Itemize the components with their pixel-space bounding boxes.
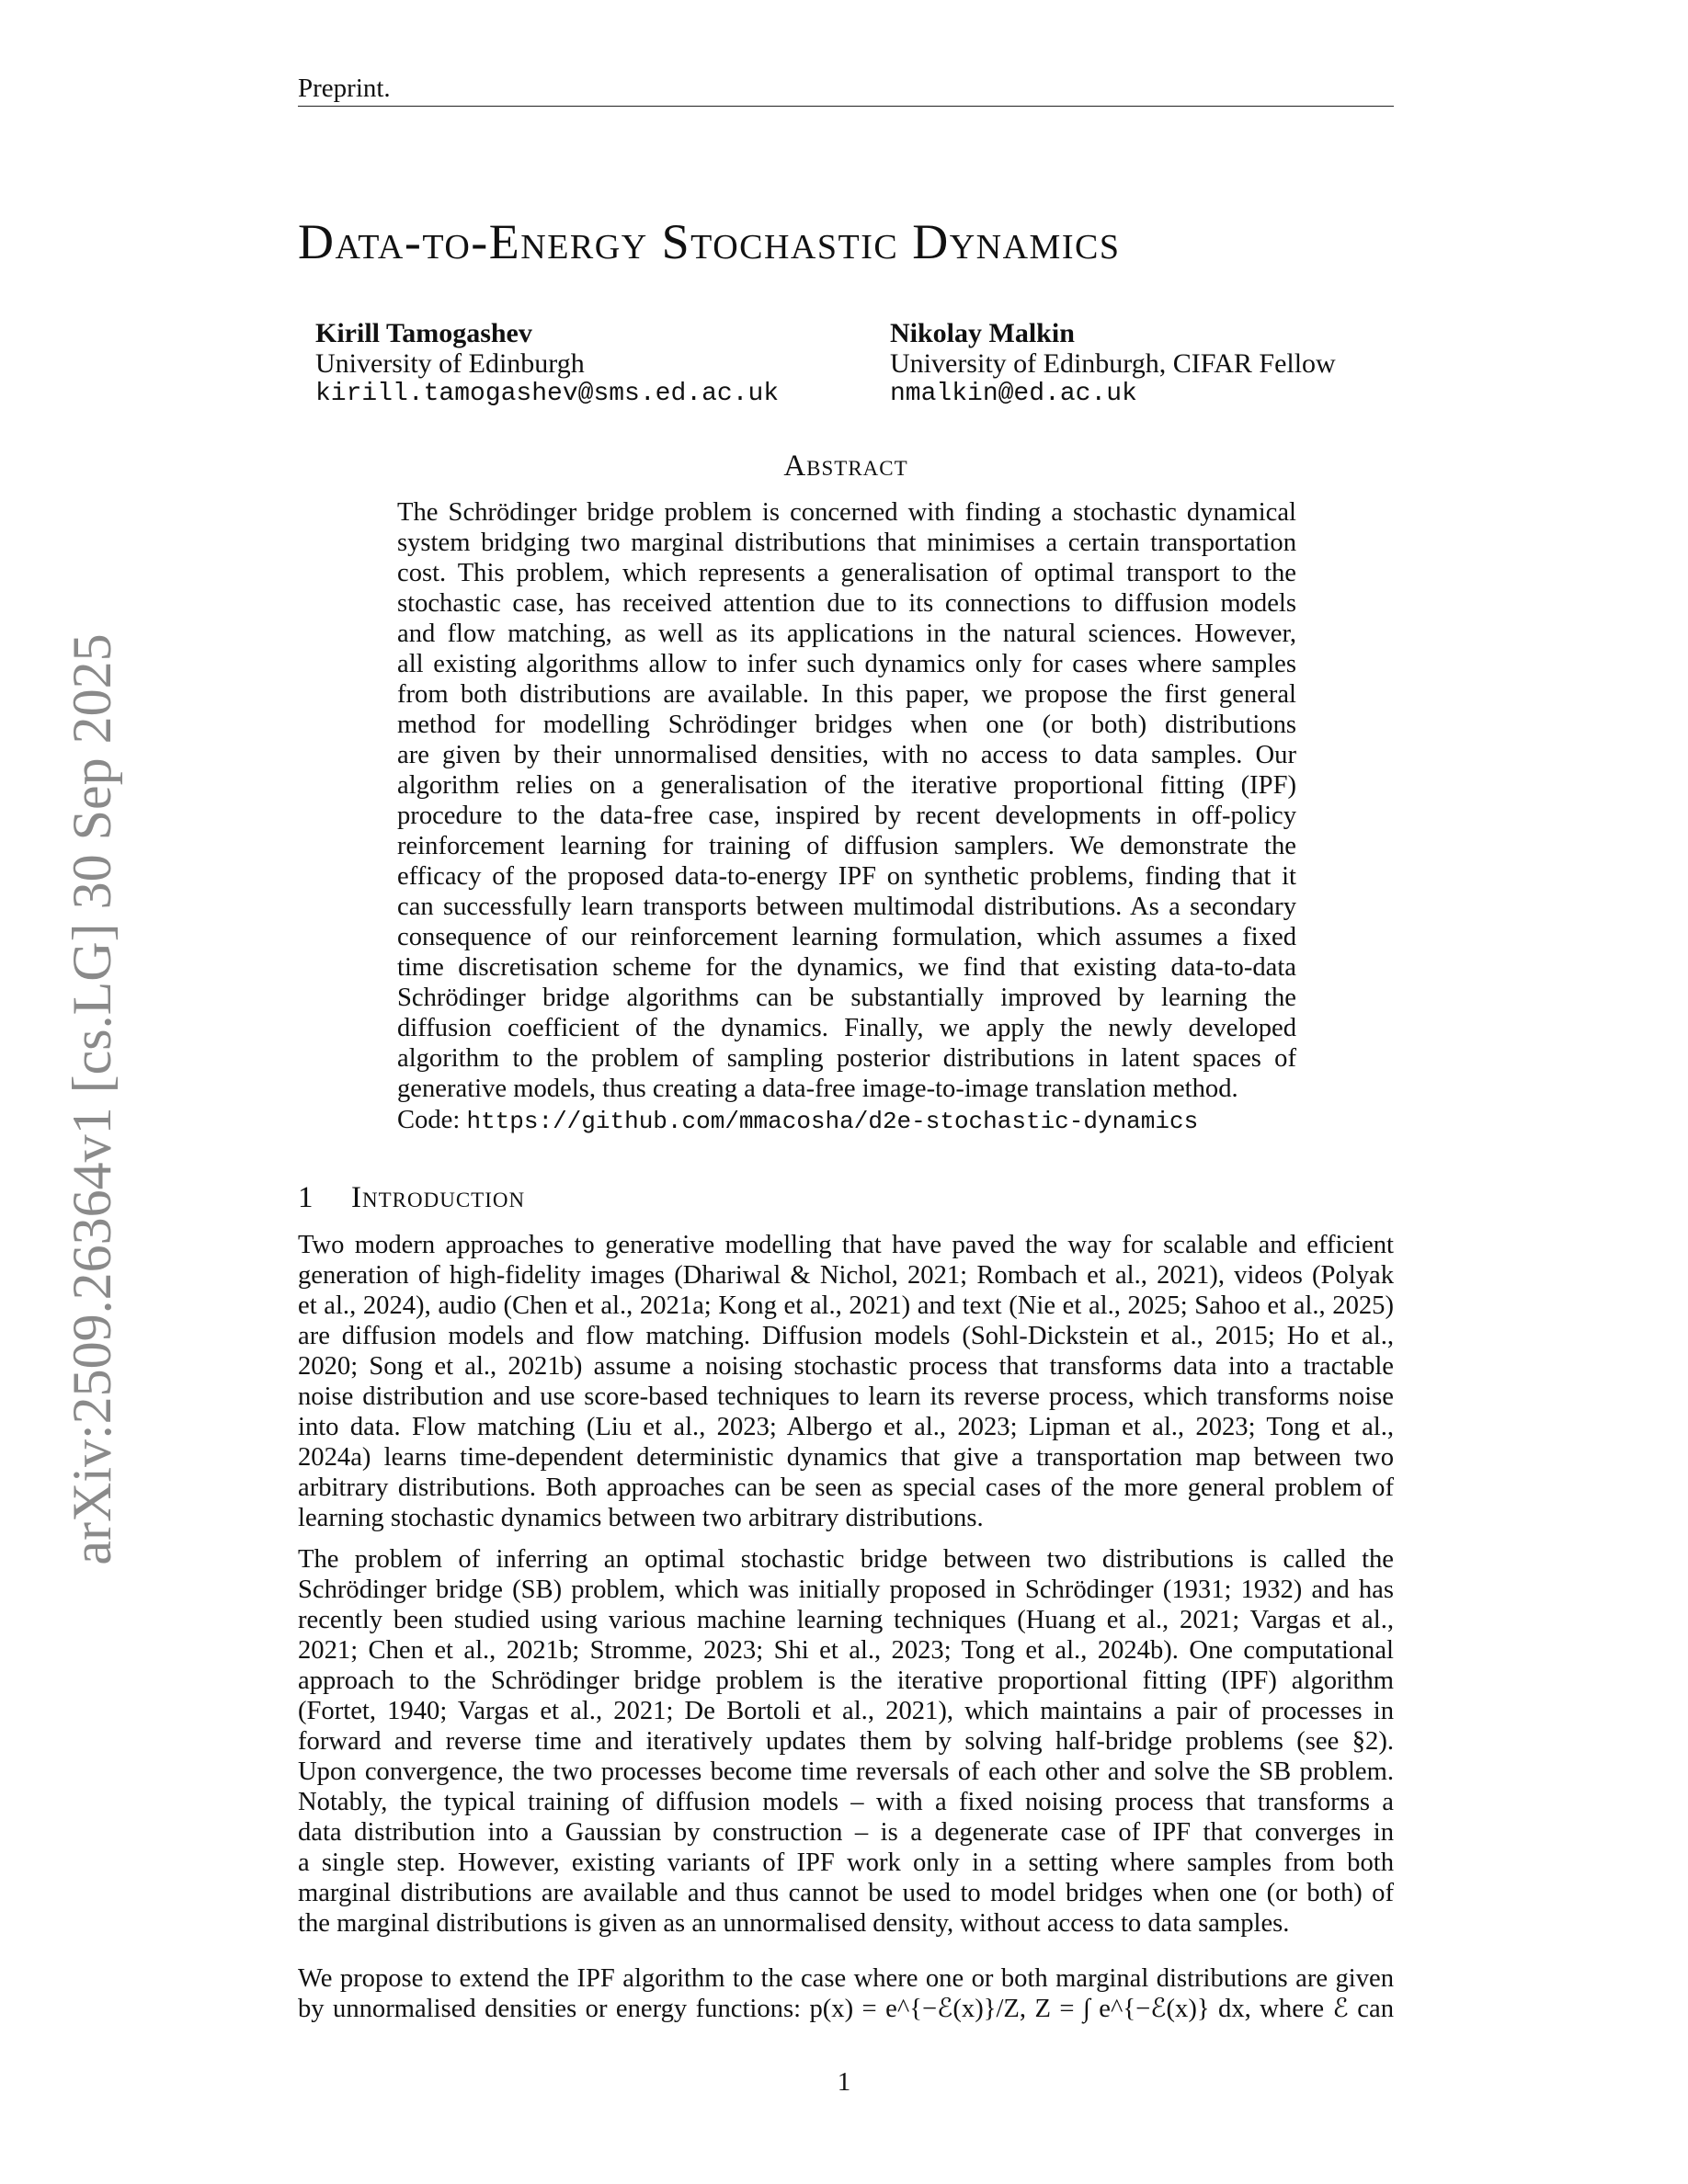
abstract-line: stochastic case, has received attention due to its connections to diffusion models — [397, 589, 1296, 618]
author-affiliation: University of Edinburgh — [315, 348, 585, 379]
body-line: forward and reverse time and iteratively updates them by solving half-bridge problems (see §2). — [298, 1727, 1394, 1756]
abstract-line: cost. This problem, which represents a generalisation of optimal transport to the — [397, 559, 1296, 587]
body-line: into data. Flow matching (Liu et al., 2023; Albergo et al., 2023; Lipman et al., 2023; Tong et al., — [298, 1413, 1394, 1441]
intro-paragraph-3 — [298, 1963, 1394, 2024]
header-rule — [298, 106, 1394, 107]
abstract-line: system bridging two marginal distributions that minimises a certain transportation — [397, 529, 1296, 557]
body-line: recently been studied using various machine learning techniques (Huang et al., 2021; Vargas et al., — [298, 1606, 1394, 1634]
body-line: (Fortet, 1940; Vargas et al., 2021; De Bortoli et al., 2021), which maintains a pair of processes in — [298, 1697, 1394, 1725]
body-line: 2024a) learns time-dependent deterministic dynamics that give a transportation map between two — [298, 1443, 1394, 1472]
code-label: Code: — [397, 1106, 461, 1134]
abstract-line: can successfully learn transports between multimodal distributions. As a secondary — [397, 893, 1296, 921]
intro-paragraph-2 — [298, 1544, 1394, 1939]
abstract-line: are given by their unnormalised densities, with no access to data samples. Our — [397, 741, 1296, 769]
author-block-2 — [890, 318, 1336, 409]
author-email: nmalkin@ed.ac.uk — [890, 380, 1137, 408]
body-line: learning stochastic dynamics between two arbitrary distributions. — [298, 1504, 984, 1532]
body-line: Schrödinger bridge (SB) problem, which was initially proposed in Schrödinger (1931; 1932) and has — [298, 1575, 1394, 1604]
section-number: 1 — [298, 1181, 314, 1214]
abstract-heading: Abstract — [783, 449, 908, 483]
abstract-line: efficacy of the proposed data-to-energy IPF on synthetic problems, finding that it — [397, 862, 1296, 891]
page-number: 1 — [837, 2067, 851, 2097]
code-availability — [397, 1105, 1198, 1137]
abstract-line: diffusion coefficient of the dynamics. Finally, we apply the newly developed — [397, 1014, 1296, 1042]
abstract-line: all existing algorithms allow to infer such dynamics only for cases where samples — [397, 650, 1296, 678]
abstract-line: consequence of our reinforcement learning formulation, which assumes a fixed — [397, 923, 1296, 951]
body-line: 2021; Chen et al., 2021b; Stromme, 2023; Shi et al., 2023; Tong et al., 2024b). One computational — [298, 1636, 1394, 1665]
abstract-line: The Schrödinger bridge problem is concerned with finding a stochastic dynamical — [397, 498, 1296, 527]
abstract-line: procedure to the data-free case, inspired by recent developments in off-policy — [397, 802, 1296, 830]
body-line: approach to the Schrödinger bridge problem is the iterative proportional fitting (IPF) algorithm — [298, 1666, 1394, 1695]
section-title: Introduction — [351, 1181, 526, 1214]
author-email: kirill.tamogashev@sms.ed.ac.uk — [315, 380, 780, 408]
author-block-1 — [315, 318, 779, 409]
body-line: are diffusion models and flow matching. Diffusion models (Sohl-Dickstein et al., 2015; Ho et al., — [298, 1322, 1394, 1350]
code-url-link[interactable]: https://github.com/mmacosha/d2e-stochastic-dynamics — [466, 1108, 1199, 1135]
body-line: Notably, the typical training of diffusion models – with a fixed noising process that transforms a — [298, 1788, 1394, 1816]
header-preprint-label: Preprint. — [298, 74, 391, 103]
author-name: Kirill Tamogashev — [315, 318, 532, 348]
body-line: generation of high-fidelity images (Dhariwal & Nichol, 2021; Rombach et al., 2021), videos (Polyak — [298, 1261, 1394, 1290]
section-heading-introduction — [298, 1179, 525, 1216]
body-line: data distribution into a Gaussian by construction – is a degenerate case of IPF that converges in — [298, 1818, 1394, 1847]
abstract-line: time discretisation scheme for the dynamics, we find that existing data-to-data — [397, 953, 1296, 982]
body-line: arbitrary distributions. Both approaches can be seen as special cases of the more general problem of — [298, 1473, 1394, 1502]
body-line: Two modern approaches to generative modelling that have paved the way for scalable and efficient — [298, 1231, 1394, 1259]
abstract-line: method for modelling Schrödinger bridges when one (or both) distributions — [397, 711, 1296, 739]
abstract-line: Schrödinger bridge algorithms can be substantially improved by learning the — [397, 984, 1296, 1012]
author-affiliation: University of Edinburgh, CIFAR Fellow — [890, 348, 1336, 379]
body-line: The problem of inferring an optimal stochastic bridge between two distributions is called the — [298, 1545, 1394, 1574]
abstract-line: reinforcement learning for training of diffusion samplers. We demonstrate the — [397, 832, 1296, 860]
arxiv-identifier-stamp: arXiv:2509.26364v1 [cs.LG] 30 Sep 2025 — [62, 633, 122, 1565]
body-line: We propose to extend the IPF algorithm to the case where one or both marginal distributions are given — [298, 1964, 1394, 1993]
body-line: et al., 2024), audio (Chen et al., 2021a; Kong et al., 2021) and text (Nie et al., 2025; Sahoo et al., 2025) — [298, 1291, 1394, 1320]
abstract-body — [397, 497, 1296, 1104]
intro-paragraph-1 — [298, 1230, 1394, 1533]
body-line: the marginal distributions is given as an unnormalised density, without access to data samples. — [298, 1909, 1290, 1938]
abstract-line: generative models, thus creating a data-free image-to-image translation method. — [397, 1075, 1238, 1103]
body-line: 2020; Song et al., 2021b) assume a noising stochastic process that transforms data into a tractable — [298, 1352, 1394, 1381]
abstract-line: algorithm relies on a generalisation of the iterative proportional fitting (IPF) — [397, 771, 1296, 800]
paper-title: Data-to-Energy Stochastic Dynamics — [298, 214, 1121, 269]
body-line: noise distribution and use score-based techniques to learn its reverse process, which transforms noise — [298, 1382, 1394, 1411]
body-line: by unnormalised densities or energy functions: p(x) = e^{−ℰ(x)}/Z, Z = ∫ e^{−ℰ(x)} dx, where ℰ can — [298, 1995, 1394, 2023]
body-line: Upon convergence, the two processes become time reversals of each other and solve the SB problem. — [298, 1757, 1394, 1786]
body-line: a single step. However, existing variants of IPF work only in a setting where samples from both — [298, 1848, 1394, 1877]
abstract-line: from both distributions are available. In this paper, we propose the first general — [397, 680, 1296, 709]
abstract-line: and flow matching, as well as its applications in the natural sciences. However, — [397, 620, 1296, 648]
body-line: marginal distributions are available and thus cannot be used to model bridges when one (or both) of — [298, 1879, 1394, 1907]
abstract-line: algorithm to the problem of sampling posterior distributions in latent spaces of — [397, 1044, 1296, 1073]
author-name: Nikolay Malkin — [890, 318, 1075, 348]
